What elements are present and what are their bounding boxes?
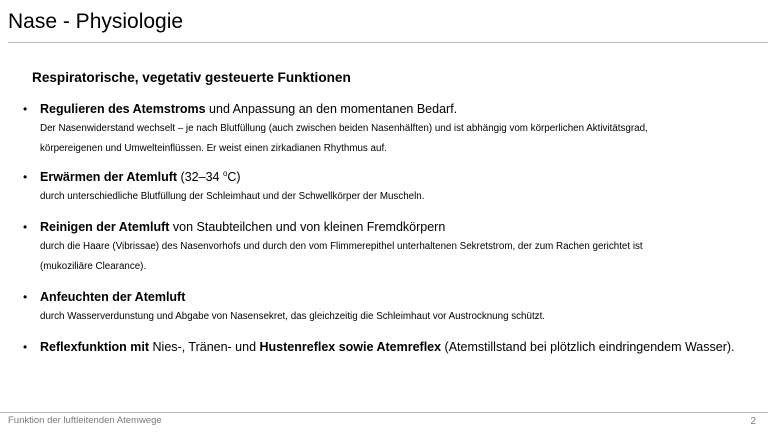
heading-bold: Anfeuchten der Atemluft — [40, 290, 186, 304]
list-item-description: durch unterschiedliche Blutfüllung der Schleimhaut und der Schwellkörper der Muscheln. — [40, 191, 425, 202]
heading-rest: Nies-, Tränen- und — [149, 340, 260, 354]
bullet-icon: • — [23, 290, 28, 304]
title-divider — [8, 42, 768, 43]
heading-bold: Reinigen der Atemluft — [40, 220, 170, 234]
slide-title: Nase - Physiologie — [8, 10, 184, 33]
list-item-heading — [40, 218, 445, 236]
heading-rest: (32–34 — [177, 170, 223, 184]
bullet-icon: • — [23, 102, 28, 116]
heading-rest: und Anpassung an den momentanen Bedarf. — [205, 102, 458, 116]
heading-bold: Hustenreflex sowie Atemreflex — [259, 340, 442, 354]
list-item-heading — [40, 168, 241, 186]
list-item-description: (mukoziliäre Clearance). — [40, 261, 147, 272]
list-item-heading — [40, 338, 735, 356]
list-item-heading — [40, 100, 457, 118]
footer-divider — [0, 412, 768, 413]
list-item-heading — [40, 288, 185, 306]
list-item-description: körpereigenen und Umwelteinflüssen. Er weist einen zirkadianen Rhythmus auf. — [40, 143, 387, 154]
list-item-description: durch die Haare (Vibrissae) des Nasenvorhofs und durch den vom Flimmerepithel unterhaltenen Sekretstrom, der zum Rachen gerichtet ist — [40, 241, 643, 252]
footer-caption: Funktion der luftleitenden Atemwege — [8, 415, 162, 426]
heading-bold: Reflexfunktion mit — [40, 340, 150, 354]
heading-bold: Regulieren des Atemstroms — [40, 102, 206, 116]
heading-bold: Erwärmen der Atemluft — [40, 170, 178, 184]
heading-rest: C) — [227, 170, 241, 184]
heading-rest: von Staubteilchen und von kleinen Fremdkörpern — [169, 220, 446, 234]
degree-superscript: o — [222, 168, 228, 178]
bullet-icon: • — [23, 340, 28, 354]
list-item-description: Der Nasenwiderstand wechselt – je nach Blutfüllung (auch zwischen beiden Nasenhälften) und ist abhängig vom körperlichen Aktivitätsgrad, — [40, 123, 648, 134]
bullet-icon: • — [23, 220, 28, 234]
heading-rest: (Atemstillstand bei plötzlich eindringendem Wasser). — [441, 340, 735, 354]
list-item-description: durch Wasserverdunstung und Abgabe von Nasensekret, das gleichzeitig die Schleimhaut vor Austrocknung schützt. — [40, 311, 546, 322]
section-subtitle: Respiratorische, vegetativ gesteuerte Funktionen — [32, 70, 351, 85]
page-number: 2 — [750, 416, 756, 427]
bullet-icon: • — [23, 170, 28, 184]
